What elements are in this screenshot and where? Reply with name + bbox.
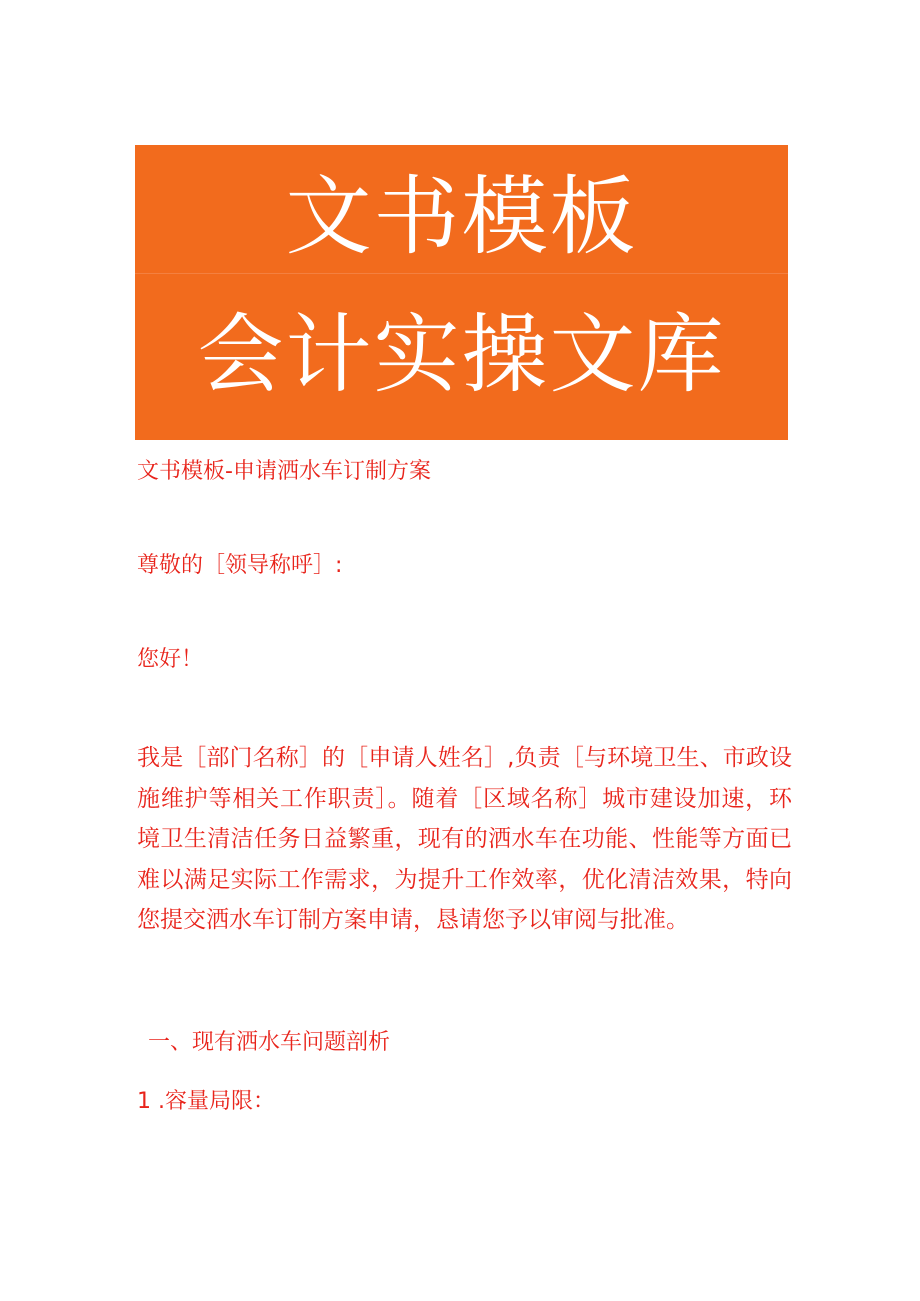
greeting: 您好！ [137, 647, 204, 672]
banner-title-line-2: 会计实操文库 [197, 305, 726, 405]
salutation: 尊敬的［领导称呼］: [137, 553, 343, 578]
body-paragraph: 我是［部门名称］的［申请人姓名］,负责［与环境卫生、市政设施维护等相关工作职责］。随着［区域名称］城市建设加速，环境卫生清洁任务日益繁重，现有的洒水车在功能、性能等方面已难以满足实际工作需求，为提升工作效率，优化清洁效果，特向您提交洒水车订制方案申请，恳请您予以审阅与批准。 [137, 745, 792, 933]
header-banner [135, 145, 788, 440]
banner-divider [135, 273, 788, 274]
subsection-heading: 1 .容量局限： [137, 1089, 275, 1114]
document-title: 文书模板-申请洒水车订制方案 [137, 459, 431, 484]
section-heading: 一、现有洒水车问题剖析 [148, 1030, 391, 1055]
banner-title-line-1: 文书模板 [285, 167, 638, 267]
